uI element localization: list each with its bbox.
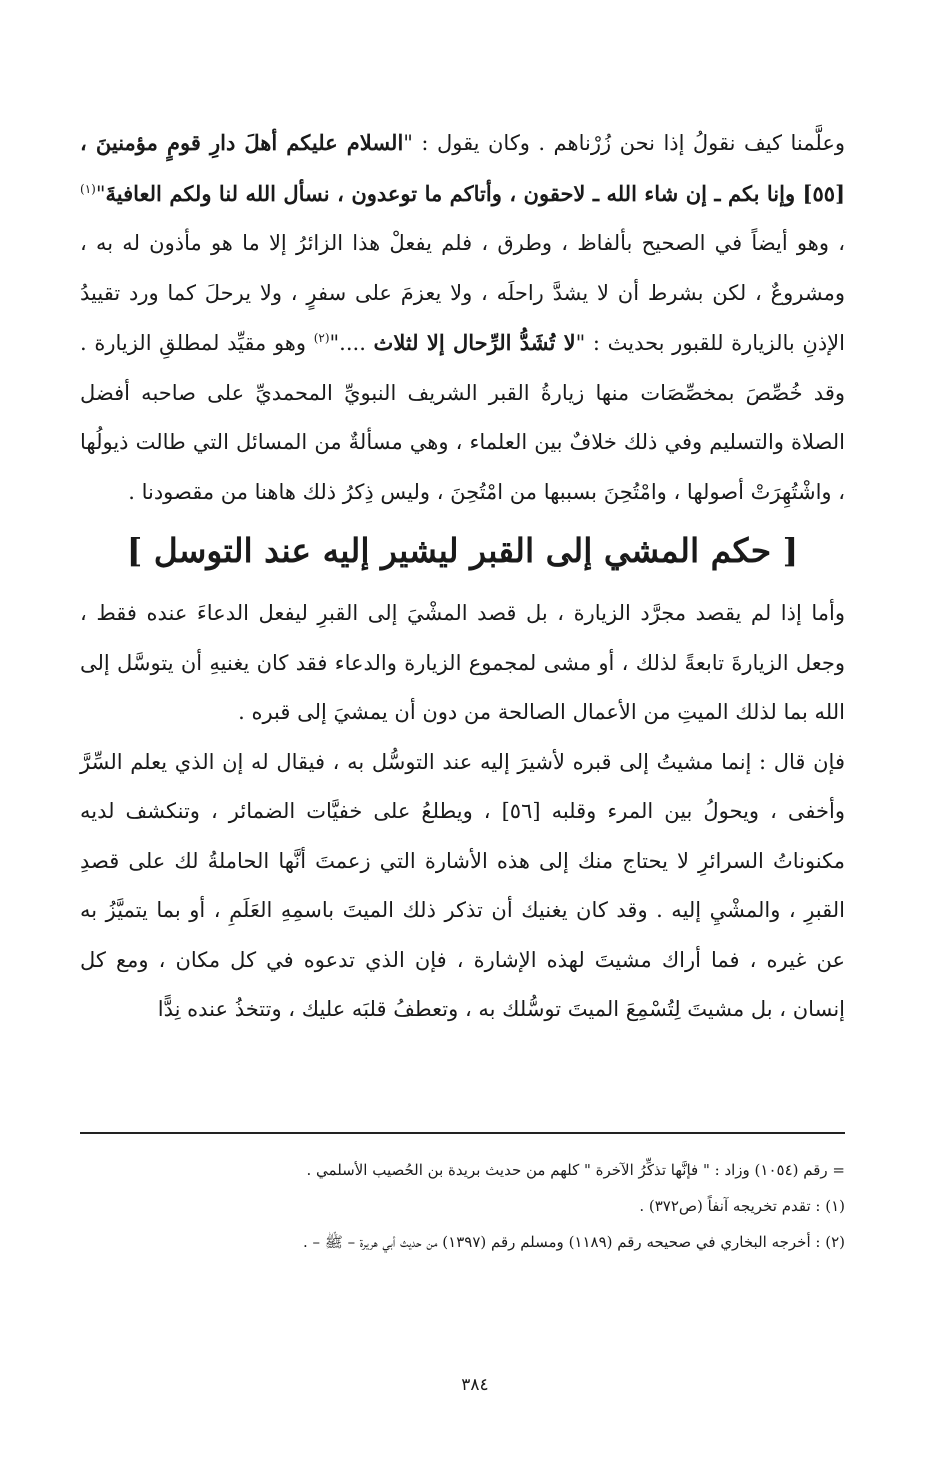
hadith-travel: لا تُشَدُّ الرِّحال إلا لثلاث <box>373 330 576 355</box>
paragraph-1 <box>80 118 845 517</box>
hadith-greeting: السلام عليكم أهلَ دارِ قومٍ مؤمنينَ ، [٥٥] وإنا بكم ـ إن شاء الله ـ لاحقون ، وأتاكم ما توعدون ، نسأل الله لنا ولكم العافيةَ <box>80 130 845 206</box>
paragraph-2: وأما إذا لم يقصد مجرَّد الزيارة ، بل قصد المشْيَ إلى القبرِ ليفعل الدعاءَ عنده فقط ، وجعل الزيارةَ تابعةً لذلك ، أو مشى لمجموع الزيارة والدعاء فقد كان يغنيهِ أن يتوسَّل إلى الله بما لذلك الميتِ من الأعمال الصالحة من دون أن يمشيَ إلى قبره . <box>80 601 845 724</box>
para1-intro: وعلَّمنا كيف نقولُ إذا نحن زُرْناهم . وكان يقول : " <box>403 131 845 155</box>
para1-close-quote: " <box>95 181 106 206</box>
footnote-ref-2[interactable]: (٢) <box>313 331 330 345</box>
footnote-continuation: = رقم (١٠٥٤) وزاد : " فإنَّها تذكِّرُ الآخرة " كلهم من حديث بريدة بن الحُصيب الأسلمي . <box>306 1161 845 1179</box>
para1-middle: ، وهو أيضاً في الصحيح بألفاظ ، وطرق ، فلم يفعلْ هذا الزائرُ إلا ما هو مأذون له به ، ومشروعٌ ، لكن بشرط أن لا يشدَّ راحلَه ، ولا يعزمَ على سفرٍ ، ولا يرحلَ كما ورد تقييدُ الإذنِ بالزيارة للقبور بحديث : " <box>80 231 845 355</box>
footnote-divider <box>80 1132 845 1134</box>
page-body <box>80 118 845 1035</box>
page-number: ٣٨٤ <box>461 1375 489 1395</box>
para1-ellipsis: ...." <box>329 331 366 355</box>
para1-end: وهو مقيِّد لمطلقِ الزيارة . وقد خُصِّصَ بمخصِّصَات منها زيارةُ القبر الشريف النبويِّ المحمديِّ على صاحبه أفضل الصلاة والتسليم وفي ذلك خلافٌ بين العلماء ، وهي مسألةٌ من المسائل التي طالت ذيولُها ، واشْتُهِرَتْ أصولها ، وامْتُحِنَ بسببها من امْتُحِنَ ، وليس ذِكرُ ذلك هاهنا من مقصودنا . <box>80 331 845 504</box>
footnotes <box>80 1152 845 1260</box>
paragraph-3: فإن قال : إنما مشيتُ إلى قبره لأشيرَ إليه عند التوسُّل به ، فيقال له إن الذي يعلم السِّرَّ وأخفى ، ويحولُ بين المرء وقلبه [٥٦] ، ويطلعُ على خفيَّات الضمائر ، وتنكشف لديه مكنوناتُ السرائرِ لا يحتاج منك إلى هذه الأشارة التي زعمتَ أنَّها الحاملةُ لك على قصدِ القبرِ ، والمشْيِ إليه . وقد كان يغنيك أن تذكر ذلك الميتَ باسمِهِ العَلَمِ ، أو بما يتميَّزُ به عن غيره ، فما أراك مشيتَ لهذه الإشارة ، فإن الذي تدعوه في كل مكان ، ومع كل إنسان ، بل مشيتَ لِتُسْمِعَ الميتَ توسُّلك به ، وتعطفُ قلبَه عليك ، وتتخذُ عنده نِدًّا <box>80 749 845 1021</box>
section-heading: [ حكم المشي إلى القبر ليشير إليه عند التوسل ] <box>126 531 799 570</box>
footnote-ref-1[interactable]: (١) <box>80 181 96 196</box>
footnote-2: (٢) : أخرجه البخاري في صحيحه رقم (١١٨٩) ومسلم رقم (١٣٩٧) من حديث أبي هريرة – ﷺ – . <box>302 1233 845 1251</box>
footnote-1: (١) : تقدم تخريجه آنفاً (ص٣٧٢) . <box>639 1197 845 1215</box>
